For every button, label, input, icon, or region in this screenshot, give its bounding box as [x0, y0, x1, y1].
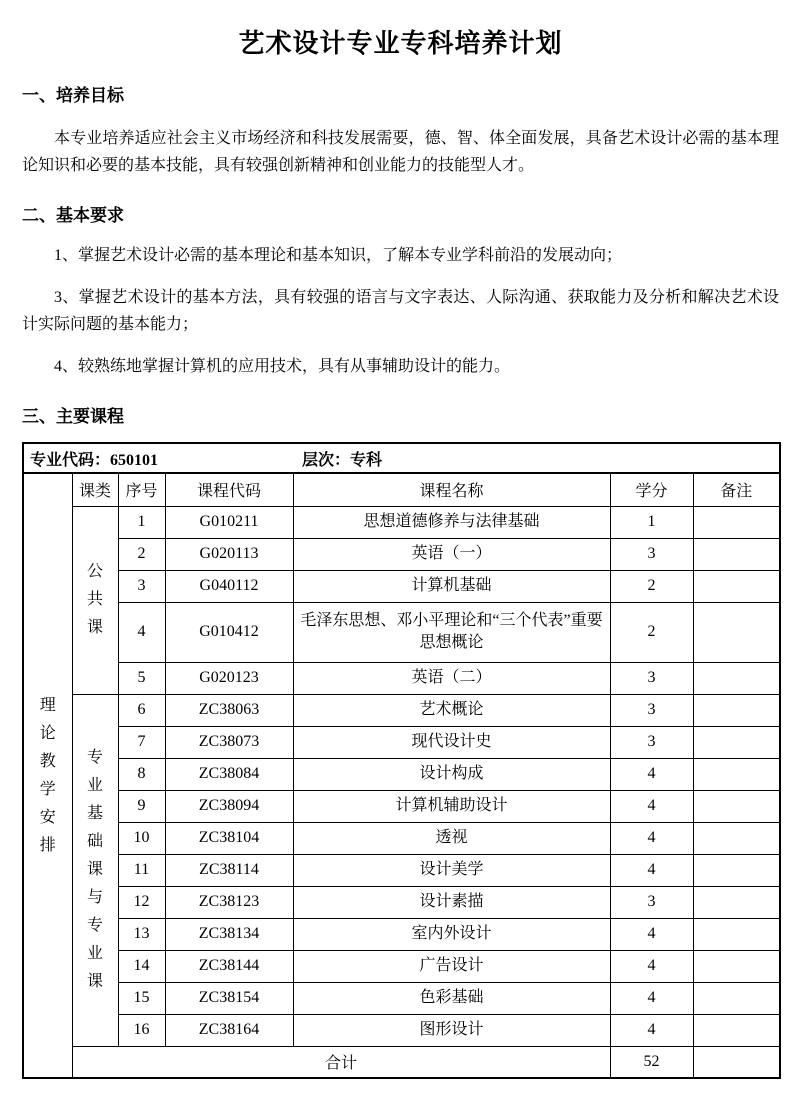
- course-code-cell: ZC38084: [165, 758, 293, 790]
- course-num-cell: 4: [118, 602, 165, 662]
- course-credits-cell: 3: [610, 726, 693, 758]
- course-credits-cell: 4: [610, 982, 693, 1014]
- course-code-cell: ZC38094: [165, 790, 293, 822]
- course-row: [23, 822, 780, 854]
- course-remarks-cell: [693, 570, 780, 602]
- group-label-major-courses: 专业基础课与专业课: [86, 749, 103, 990]
- course-code-cell: G010412: [165, 602, 293, 662]
- group-label-public-courses-cell: [72, 506, 118, 694]
- header-name: 课程名称: [293, 473, 610, 506]
- course-row: [23, 602, 780, 662]
- group-label-public-courses: 公共课: [86, 563, 103, 636]
- requirement-item-4: 4、较熟练地掌握计算机的应用技术，具有从事辅助设计的能力。: [54, 358, 511, 375]
- course-row: [23, 506, 780, 538]
- course-credits-cell: 2: [610, 570, 693, 602]
- course-num-cell: 13: [118, 918, 165, 950]
- table-meta-cell: [23, 443, 780, 473]
- course-remarks-cell: [693, 538, 780, 570]
- course-num-cell: 1: [118, 506, 165, 538]
- course-row: [23, 538, 780, 570]
- course-credits-cell: 4: [610, 950, 693, 982]
- course-name-cell: 设计素描: [293, 886, 610, 918]
- course-remarks-cell: [693, 950, 780, 982]
- total-remarks-cell: [693, 1046, 780, 1078]
- course-code-cell: ZC38154: [165, 982, 293, 1014]
- course-num-cell: 3: [118, 570, 165, 602]
- course-name-cell: 计算机基础: [293, 570, 610, 602]
- requirement-item-1: 1、掌握艺术设计必需的基本理论和基本知识，了解本专业学科前沿的发展动向；: [54, 247, 623, 264]
- course-code-cell: G020113: [165, 538, 293, 570]
- course-name-cell: 英语（二）: [293, 662, 610, 694]
- course-remarks-cell: [693, 822, 780, 854]
- course-num-cell: 2: [118, 538, 165, 570]
- course-credits-cell: 3: [610, 538, 693, 570]
- course-credits-cell: 4: [610, 1014, 693, 1046]
- course-name-cell: 现代设计史: [293, 726, 610, 758]
- course-name-cell: 广告设计: [293, 950, 610, 982]
- course-name-cell: 英语（一）: [293, 538, 610, 570]
- course-row: [23, 886, 780, 918]
- course-num-cell: 7: [118, 726, 165, 758]
- course-name-cell: 透视: [293, 822, 610, 854]
- page-title: 艺术设计专业专科培养计划: [238, 28, 563, 58]
- course-table: [22, 442, 781, 1079]
- course-row: [23, 694, 780, 726]
- table-meta-row: [23, 443, 780, 473]
- course-row: [23, 662, 780, 694]
- header-credits: 学分: [610, 473, 693, 506]
- course-credits-cell: 4: [610, 854, 693, 886]
- course-code-cell: ZC38104: [165, 822, 293, 854]
- course-name-cell: 计算机辅助设计: [293, 790, 610, 822]
- course-remarks-cell: [693, 982, 780, 1014]
- course-row: [23, 918, 780, 950]
- course-row: [23, 982, 780, 1014]
- course-num-cell: 12: [118, 886, 165, 918]
- course-code-cell: G010211: [165, 506, 293, 538]
- course-name-cell: 图形设计: [293, 1014, 610, 1046]
- course-credits-cell: 4: [610, 758, 693, 790]
- course-row: [23, 1014, 780, 1046]
- side-label-cell: [23, 473, 72, 1078]
- requirement-item-3: 3、掌握艺术设计的基本方法，具有较强的语言与文字表达、人际沟通、获取能力及分析和解决艺术设计实际问题的基本能力；: [22, 289, 779, 333]
- course-code-cell: ZC38134: [165, 918, 293, 950]
- course-credits-cell: 3: [610, 662, 693, 694]
- course-name-cell: 思想道德修养与法律基础: [293, 506, 610, 538]
- course-num-cell: 6: [118, 694, 165, 726]
- section-heading-requirements: 二、基本要求: [22, 206, 124, 225]
- total-row: [23, 1046, 780, 1078]
- header-course-class: 课类: [72, 473, 118, 506]
- course-remarks-cell: [693, 886, 780, 918]
- course-num-cell: 15: [118, 982, 165, 1014]
- course-remarks-cell: [693, 758, 780, 790]
- course-num-cell: 11: [118, 854, 165, 886]
- course-row: [23, 726, 780, 758]
- course-num-cell: 5: [118, 662, 165, 694]
- side-label-theory-teaching: 理论教学安排: [39, 696, 56, 854]
- course-code-cell: ZC38114: [165, 854, 293, 886]
- course-row: [23, 950, 780, 982]
- course-credits-cell: 2: [610, 602, 693, 662]
- course-num-cell: 9: [118, 790, 165, 822]
- course-code-cell: G040112: [165, 570, 293, 602]
- header-num: 序号: [118, 473, 165, 506]
- header-remarks: 备注: [693, 473, 780, 506]
- level-label: 层次：专科: [302, 451, 383, 469]
- total-credits-cell: 52: [610, 1046, 693, 1078]
- course-code-cell: ZC38164: [165, 1014, 293, 1046]
- course-credits-cell: 3: [610, 694, 693, 726]
- course-code-cell: G020123: [165, 662, 293, 694]
- course-num-cell: 14: [118, 950, 165, 982]
- course-remarks-cell: [693, 506, 780, 538]
- course-row: [23, 790, 780, 822]
- course-remarks-cell: [693, 918, 780, 950]
- course-remarks-cell: [693, 602, 780, 662]
- course-num-cell: 10: [118, 822, 165, 854]
- course-code-cell: ZC38073: [165, 726, 293, 758]
- course-remarks-cell: [693, 662, 780, 694]
- course-credits-cell: 4: [610, 790, 693, 822]
- course-num-cell: 8: [118, 758, 165, 790]
- paragraph-objectives: 本专业培养适应社会主义市场经济和科技发展需要，德、智、体全面发展，具备艺术设计必需的基本理论知识和必要的基本技能，具有较强创新精神和创业能力的技能型人才。: [22, 130, 779, 174]
- table-header-row: [23, 473, 780, 506]
- header-code: 课程代码: [165, 473, 293, 506]
- course-credits-cell: 1: [610, 506, 693, 538]
- course-remarks-cell: [693, 1014, 780, 1046]
- section-heading-objectives: 一、培养目标: [22, 86, 124, 105]
- course-remarks-cell: [693, 790, 780, 822]
- course-name-cell: 艺术概论: [293, 694, 610, 726]
- course-name-cell: 室内外设计: [293, 918, 610, 950]
- course-remarks-cell: [693, 726, 780, 758]
- course-credits-cell: 4: [610, 918, 693, 950]
- group-label-major-courses-cell: [72, 694, 118, 1046]
- major-code-label: 专业代码：650101: [30, 451, 159, 469]
- course-credits-cell: 3: [610, 886, 693, 918]
- course-code-cell: ZC38123: [165, 886, 293, 918]
- course-num-cell: 16: [118, 1014, 165, 1046]
- course-name-cell: 毛泽东思想、邓小平理论和“三个代表”重要思想概论: [293, 602, 610, 662]
- course-row: [23, 854, 780, 886]
- course-row: [23, 758, 780, 790]
- course-row: [23, 570, 780, 602]
- course-name-cell: 色彩基础: [293, 982, 610, 1014]
- section-heading-courses: 三、主要课程: [22, 407, 124, 426]
- course-credits-cell: 4: [610, 822, 693, 854]
- course-name-cell: 设计美学: [293, 854, 610, 886]
- course-name-cell: 设计构成: [293, 758, 610, 790]
- total-label-cell: 合计: [72, 1046, 610, 1078]
- course-code-cell: ZC38144: [165, 950, 293, 982]
- course-remarks-cell: [693, 854, 780, 886]
- course-code-cell: ZC38063: [165, 694, 293, 726]
- course-remarks-cell: [693, 694, 780, 726]
